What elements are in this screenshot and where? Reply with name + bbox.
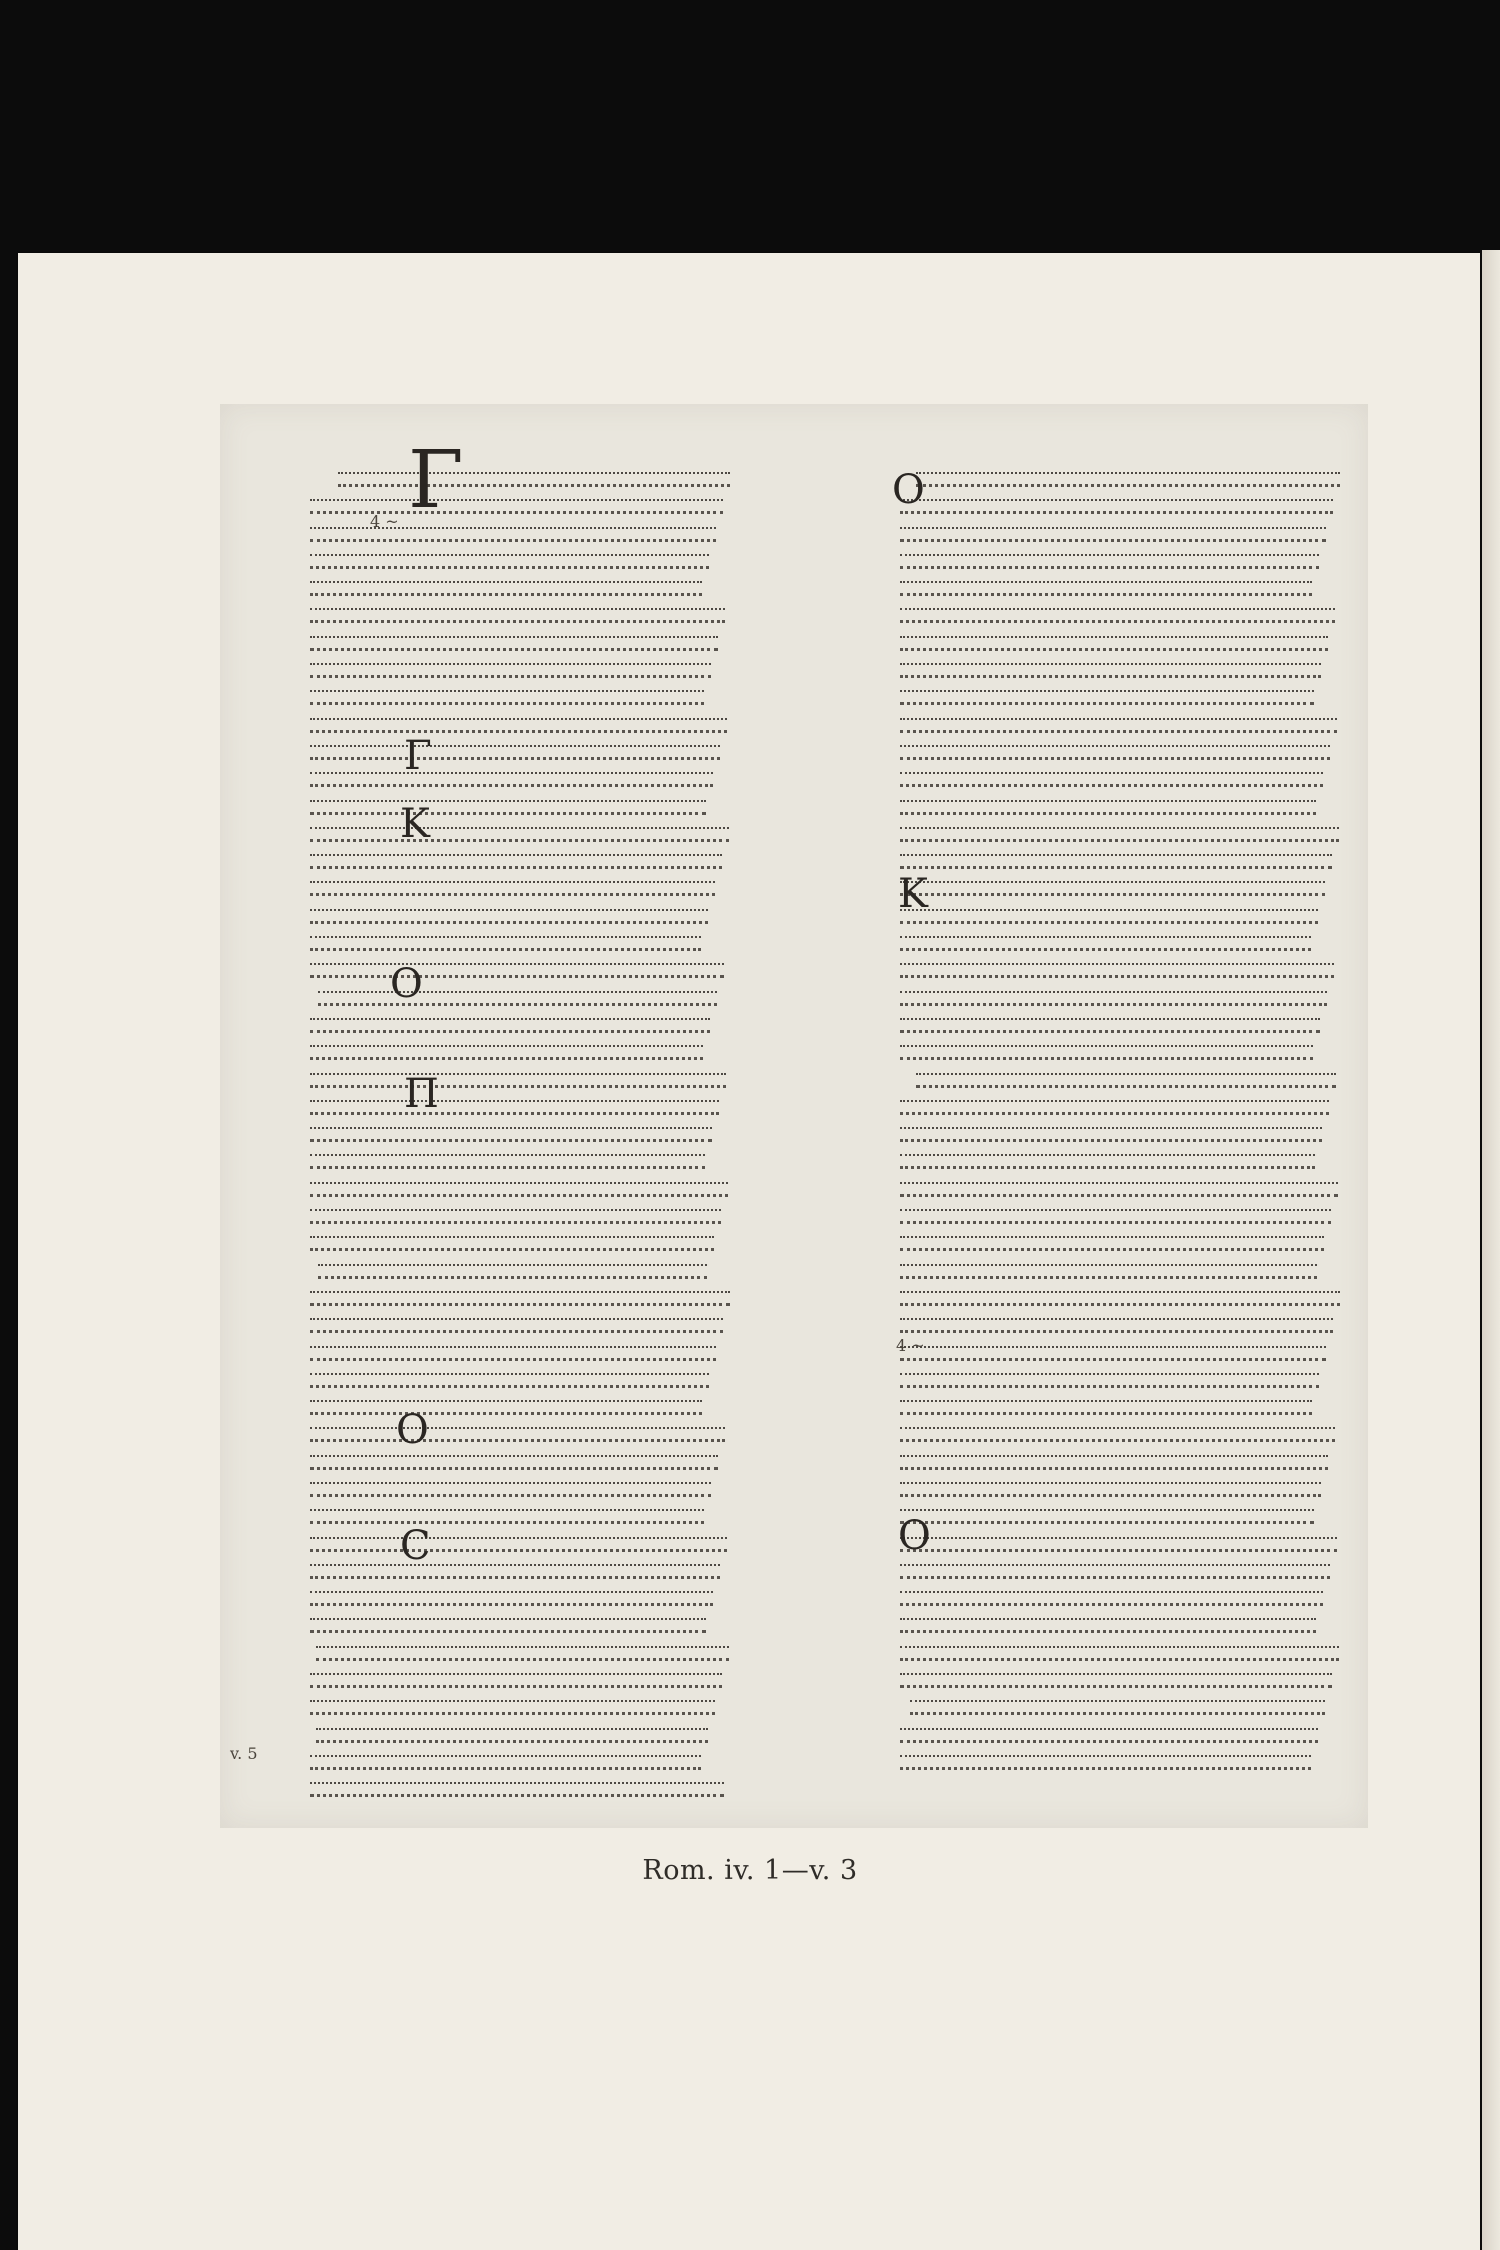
manuscript-line (310, 1010, 810, 1037)
ink-stroke (310, 1154, 705, 1169)
manuscript-line (900, 819, 1380, 846)
ink-stroke (310, 608, 725, 623)
manuscript-line (310, 1447, 810, 1474)
manuscript-line (900, 1174, 1380, 1201)
ink-stroke (310, 1346, 716, 1361)
manuscript-line (900, 1283, 1380, 1310)
manuscript-line (900, 600, 1380, 627)
ink-stroke (310, 1700, 715, 1715)
ink-stroke (310, 1591, 713, 1606)
manuscript-line (900, 1392, 1380, 1419)
manuscript-line (310, 1119, 810, 1146)
manuscript-line (310, 1529, 810, 1556)
manuscript-line (310, 1474, 810, 1501)
ink-stroke (310, 581, 702, 596)
ink-stroke (310, 1537, 727, 1552)
ink-stroke (900, 1264, 1317, 1279)
manuscript-line (900, 628, 1380, 655)
initial-letter: Γ (404, 733, 432, 779)
initial-letter: K (400, 801, 430, 847)
manuscript-line (310, 1610, 810, 1637)
ink-stroke (310, 690, 704, 705)
manuscript-line (900, 464, 1380, 491)
manuscript-line (310, 655, 810, 682)
manuscript-line (900, 682, 1380, 709)
manuscript-line (310, 1365, 810, 1392)
margin-mark: 4 ~ (370, 512, 399, 531)
ink-stroke (900, 800, 1316, 815)
manuscript-line (310, 819, 810, 846)
ink-stroke (310, 936, 701, 951)
ink-stroke (310, 745, 720, 760)
manuscript-line (900, 873, 1380, 900)
manuscript-line (900, 1419, 1380, 1446)
ink-stroke (910, 1700, 1325, 1715)
ink-stroke (916, 1073, 1336, 1088)
ink-stroke (900, 499, 1333, 514)
ink-stroke (310, 1018, 710, 1033)
ink-stroke (310, 1509, 704, 1524)
initial-letter: Π (404, 1071, 439, 1117)
ink-stroke (900, 1427, 1335, 1442)
manuscript-line (900, 955, 1380, 982)
manuscript-line (900, 1692, 1380, 1719)
ink-stroke (900, 1482, 1321, 1497)
manuscript-line (310, 1720, 810, 1747)
ink-stroke (318, 991, 717, 1006)
manuscript-line (310, 1392, 810, 1419)
ink-stroke (900, 745, 1330, 760)
initial-letter: O (898, 1513, 931, 1559)
ink-stroke (310, 1073, 726, 1088)
ink-stroke (310, 881, 715, 896)
ink-stroke (900, 854, 1332, 869)
initial-letter: K (898, 871, 928, 917)
ink-stroke (310, 1100, 719, 1115)
manuscript-line (310, 1692, 810, 1719)
right-text-column (900, 464, 1380, 1774)
manuscript-line (310, 1638, 810, 1665)
ink-stroke (900, 581, 1312, 596)
ink-stroke (900, 772, 1323, 787)
manuscript-line (900, 1529, 1380, 1556)
manuscript-line (310, 1037, 810, 1064)
ink-stroke (900, 1618, 1316, 1633)
manuscript-line (310, 928, 810, 955)
ink-stroke (310, 1236, 714, 1251)
manuscript-line (900, 1610, 1380, 1637)
ink-stroke (900, 1373, 1319, 1388)
manuscript-line (900, 1556, 1380, 1583)
ink-stroke (310, 1373, 709, 1388)
manuscript-line (900, 491, 1380, 518)
manuscript-line (900, 1638, 1380, 1665)
ink-stroke (900, 1291, 1340, 1306)
ink-stroke (310, 1618, 706, 1633)
manuscript-line (900, 983, 1380, 1010)
manuscript-line (900, 1747, 1380, 1774)
initial-letter: O (396, 1407, 429, 1453)
ink-stroke (310, 1782, 724, 1797)
manuscript-line (900, 573, 1380, 600)
manuscript-line (310, 1501, 810, 1528)
manuscript-plate (220, 404, 1368, 1828)
manuscript-line (310, 1419, 810, 1446)
ink-stroke (310, 1182, 728, 1197)
ink-stroke (900, 936, 1311, 951)
manuscript-line (900, 1338, 1380, 1365)
manuscript-line (900, 737, 1380, 764)
ink-stroke (900, 963, 1334, 978)
ink-stroke (900, 1400, 1312, 1415)
manuscript-line (900, 764, 1380, 791)
manuscript-line (900, 792, 1380, 819)
ink-stroke (338, 472, 730, 487)
manuscript-line (900, 519, 1380, 546)
manuscript-line (900, 1201, 1380, 1228)
manuscript-line (900, 1665, 1380, 1692)
manuscript-line (900, 1256, 1380, 1283)
ink-stroke (310, 1427, 725, 1442)
manuscript-line (900, 1010, 1380, 1037)
ink-stroke (900, 1318, 1333, 1333)
manuscript-line (900, 1310, 1380, 1337)
ink-stroke (310, 718, 727, 733)
ink-stroke (900, 718, 1337, 733)
initial-letter: O (390, 961, 423, 1007)
ink-stroke (900, 1673, 1332, 1688)
manuscript-line (310, 1338, 810, 1365)
manuscript-line (310, 573, 810, 600)
ink-stroke (900, 1100, 1329, 1115)
manuscript-line (900, 1474, 1380, 1501)
ink-stroke (310, 554, 709, 569)
ink-stroke (900, 1591, 1323, 1606)
manuscript-line (310, 846, 810, 873)
manuscript-line (310, 464, 810, 491)
ink-stroke (900, 1755, 1311, 1770)
ink-stroke (900, 1728, 1318, 1743)
manuscript-line (310, 1092, 810, 1119)
ink-stroke (900, 690, 1314, 705)
page-edge (1482, 250, 1500, 2250)
manuscript-line (310, 737, 810, 764)
ink-stroke (900, 1236, 1324, 1251)
ink-stroke (900, 881, 1325, 896)
ink-stroke (900, 663, 1321, 678)
ink-stroke (900, 1045, 1313, 1060)
ink-stroke (900, 991, 1327, 1006)
ink-stroke (310, 772, 713, 787)
ink-stroke (310, 1673, 722, 1688)
manuscript-line (310, 792, 810, 819)
manuscript-line (900, 1119, 1380, 1146)
ink-stroke (310, 1564, 720, 1579)
manuscript-line (900, 1501, 1380, 1528)
ink-stroke (900, 909, 1318, 924)
initial-letter: O (892, 467, 925, 513)
manuscript-line (310, 1283, 810, 1310)
ink-stroke (900, 1182, 1338, 1197)
ink-stroke (900, 1209, 1331, 1224)
ink-stroke (900, 1455, 1328, 1470)
manuscript-line (310, 764, 810, 791)
left-text-column (310, 464, 810, 1802)
manuscript-line (310, 1774, 810, 1801)
ink-stroke (310, 1755, 701, 1770)
manuscript-line (310, 1228, 810, 1255)
ink-stroke (310, 663, 711, 678)
ink-stroke (310, 1127, 712, 1142)
ink-stroke (310, 636, 718, 651)
plate-caption: Rom. iv. 1—v. 3 (642, 1855, 858, 1886)
manuscript-line (900, 1720, 1380, 1747)
ink-stroke (310, 1455, 718, 1470)
manuscript-line (900, 1037, 1380, 1064)
manuscript-line (900, 1228, 1380, 1255)
ink-stroke (310, 800, 706, 815)
ink-stroke (900, 1509, 1314, 1524)
manuscript-line (310, 1556, 810, 1583)
ink-stroke (900, 1564, 1330, 1579)
manuscript-line (310, 955, 810, 982)
ink-stroke (900, 1646, 1339, 1661)
ink-stroke (310, 1291, 730, 1306)
ink-stroke (316, 1728, 708, 1743)
manuscript-line (900, 1065, 1380, 1092)
manuscript-line (310, 1665, 810, 1692)
initial-letter: C (400, 1523, 431, 1569)
ink-stroke (318, 1264, 707, 1279)
manuscript-line (900, 1365, 1380, 1392)
ink-stroke (916, 472, 1340, 487)
margin-mark: 4 ~ (896, 1336, 925, 1355)
manuscript-line (900, 710, 1380, 737)
ink-stroke (900, 1537, 1337, 1552)
ink-stroke (900, 827, 1339, 842)
manuscript-line (310, 1201, 810, 1228)
margin-mark: v. 5 (230, 1744, 258, 1763)
ink-stroke (310, 854, 722, 869)
ink-stroke (900, 1127, 1322, 1142)
manuscript-line (900, 1146, 1380, 1173)
ink-stroke (310, 1482, 711, 1497)
manuscript-line (900, 901, 1380, 928)
ink-stroke (310, 1400, 702, 1415)
manuscript-line (310, 1310, 810, 1337)
ink-stroke (900, 1346, 1326, 1361)
manuscript-line (310, 1256, 810, 1283)
manuscript-line (310, 983, 810, 1010)
manuscript-line (900, 1583, 1380, 1610)
ink-stroke (310, 1209, 721, 1224)
manuscript-line (900, 846, 1380, 873)
ink-stroke (900, 1018, 1320, 1033)
ink-stroke (900, 527, 1326, 542)
manuscript-line (310, 546, 810, 573)
manuscript-line (310, 1174, 810, 1201)
ink-stroke (900, 1154, 1315, 1169)
manuscript-line (310, 600, 810, 627)
manuscript-line (900, 1092, 1380, 1119)
manuscript-line (310, 1747, 810, 1774)
initial-letter: Γ (408, 433, 464, 526)
ink-stroke (310, 827, 729, 842)
manuscript-line (310, 1146, 810, 1173)
ink-stroke (900, 608, 1335, 623)
manuscript-line (900, 655, 1380, 682)
ink-stroke (900, 636, 1328, 651)
manuscript-line (900, 928, 1380, 955)
ink-stroke (310, 909, 708, 924)
manuscript-line (310, 901, 810, 928)
manuscript-line (310, 682, 810, 709)
ink-stroke (316, 1646, 729, 1661)
ink-stroke (310, 1045, 703, 1060)
ink-stroke (310, 963, 724, 978)
manuscript-line (900, 1447, 1380, 1474)
ink-stroke (900, 554, 1319, 569)
manuscript-line (310, 628, 810, 655)
manuscript-line (900, 546, 1380, 573)
manuscript-line (310, 1065, 810, 1092)
manuscript-line (310, 710, 810, 737)
ink-stroke (310, 1318, 723, 1333)
manuscript-line (310, 873, 810, 900)
manuscript-line (310, 1583, 810, 1610)
